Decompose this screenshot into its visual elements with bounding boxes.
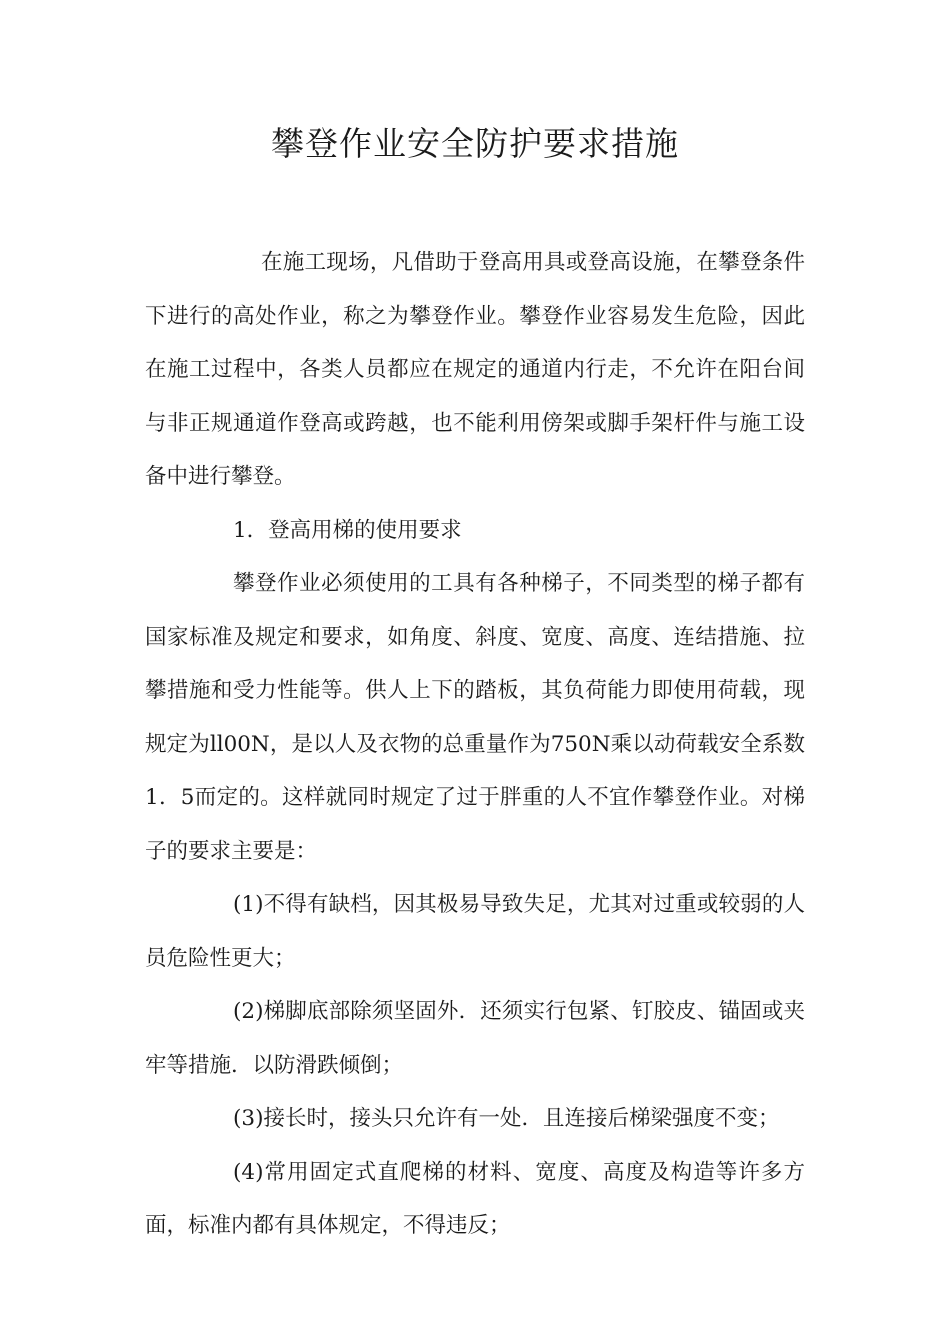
document-body	[145, 236, 805, 1253]
list-item-3: (3)接长时，接头只允许有一处．且连接后梯梁强度不变；	[233, 1106, 780, 1131]
list-item-4: (4)常用固定式直爬梯的材料、宽度、高度及构造等许多方面，标准内都有具体规定，不得违反；	[145, 1159, 805, 1238]
list-item-1: (1)不得有缺档，因其极易导致失足，尤其对过重或较弱的人员危险性更大；	[145, 892, 805, 971]
paragraph-intro: 在施工现场，凡借助于登高用具或登高设施，在攀登条件下进行的高处作业，称之为攀登作业。攀登作业容易发生危险，因此在施工过程中，各类人员都应在规定的通道内行走，不允许在阳台间与非正规通道作登高或跨越，也不能利用傍架或脚手架杆件与施工设备中进行攀登。	[145, 250, 805, 489]
list-item-2: (2)梯脚底部除须坚固外．还须实行包紧、钉胶皮、锚固或夹牢等措施．以防滑跌倾倒；	[145, 999, 805, 1078]
section-heading-ladder-requirements: 1．登高用梯的使用要求	[233, 517, 462, 543]
paragraph-ladder-standards: 攀登作业必须使用的工具有各种梯子，不同类型的梯子都有国家标准及规定和要求，如角度、斜度、宽度、高度、连结措施、拉攀措施和受力性能等。供人上下的踏板，其负荷能力即使用荷载，现规定为ll00N，是以人及衣物的总重量作为750N乘以动荷载安全系数1．5而定的。这样就同时规定了过于胖重的人不宜作攀登作业。对梯子的要求主要是：	[145, 571, 805, 864]
document-title: 攀登作业安全防护要求措施	[271, 124, 679, 163]
